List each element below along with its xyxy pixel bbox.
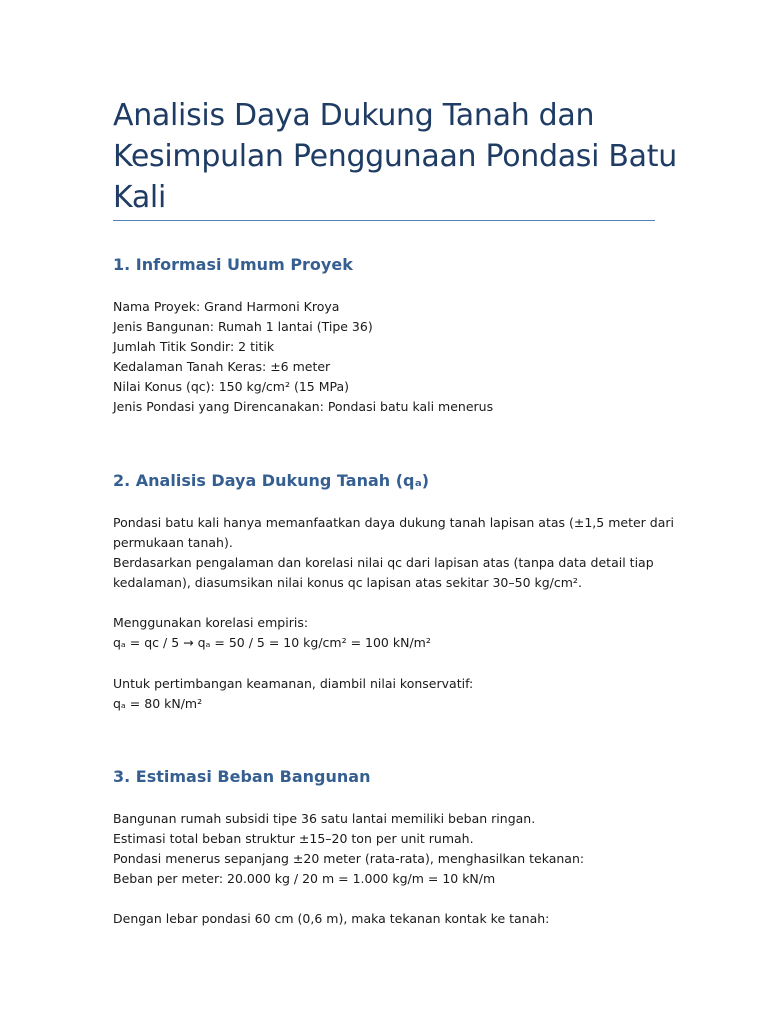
- formula-line: qₐ = 80 kN/m²: [113, 696, 203, 711]
- section-heading-analisis-daya-dukung: 2. Analisis Daya Dukung Tanah (qₐ): [113, 471, 430, 490]
- paragraph-line: permukaan tanah).: [113, 535, 233, 550]
- paragraph: [113, 809, 655, 889]
- paragraph-line: Untuk pertimbangan keamanan, diambil nilai konservatif:: [113, 676, 474, 691]
- paragraph-line: Beban per meter: 20.000 kg / 20 m = 1.000 kg/m = 10 kN/m: [113, 871, 496, 886]
- paragraph-line: Berdasarkan pengalaman dan korelasi nilai qc dari lapisan atas (tanpa data detail tiap: [113, 555, 654, 570]
- paragraph: [113, 674, 655, 714]
- title-divider: [113, 220, 655, 221]
- info-line: Jenis Pondasi yang Direncanakan: Pondasi batu kali menerus: [113, 399, 494, 414]
- info-line: Nilai Konus (qc): 150 kg/cm² (15 MPa): [113, 379, 350, 394]
- section-heading-estimasi-beban: 3. Estimasi Beban Bangunan: [113, 767, 371, 786]
- formula-line: qₐ = qc / 5 → qₐ = 50 / 5 = 10 kg/cm² = 100 kN/m²: [113, 635, 431, 650]
- paragraph-line: Bangunan rumah subsidi tipe 36 satu lantai memiliki beban ringan.: [113, 811, 536, 826]
- paragraph-line: Pondasi menerus sepanjang ±20 meter (rata-rata), menghasilkan tekanan:: [113, 851, 585, 866]
- section-heading-informasi-umum: 1. Informasi Umum Proyek: [113, 255, 353, 274]
- paragraph-line: Menggunakan korelasi empiris:: [113, 615, 309, 630]
- info-line: Kedalaman Tanah Keras: ±6 meter: [113, 359, 331, 374]
- paragraph-line: kedalaman), diasumsikan nilai konus qc lapisan atas sekitar 30–50 kg/cm².: [113, 575, 582, 590]
- paragraph-line: Pondasi batu kali hanya memanfaatkan daya dukung tanah lapisan atas (±1,5 meter dari: [113, 515, 674, 530]
- info-line: Jumlah Titik Sondir: 2 titik: [113, 339, 275, 354]
- paragraph: [113, 909, 655, 929]
- title-line: Kali: [113, 180, 166, 215]
- project-info-list: [113, 297, 655, 417]
- paragraph-line: Dengan lebar pondasi 60 cm (0,6 m), maka tekanan kontak ke tanah:: [113, 911, 550, 926]
- title-line: Kesimpulan Penggunaan Pondasi Batu: [113, 139, 677, 174]
- paragraph: [113, 613, 655, 653]
- paragraph-line: Estimasi total beban struktur ±15–20 ton per unit rumah.: [113, 831, 474, 846]
- document-title: [113, 95, 677, 218]
- info-line: Jenis Bangunan: Rumah 1 lantai (Tipe 36): [113, 319, 373, 334]
- title-line: Analisis Daya Dukung Tanah dan: [113, 98, 595, 133]
- info-line: Nama Proyek: Grand Harmoni Kroya: [113, 299, 340, 314]
- paragraph: [113, 513, 674, 593]
